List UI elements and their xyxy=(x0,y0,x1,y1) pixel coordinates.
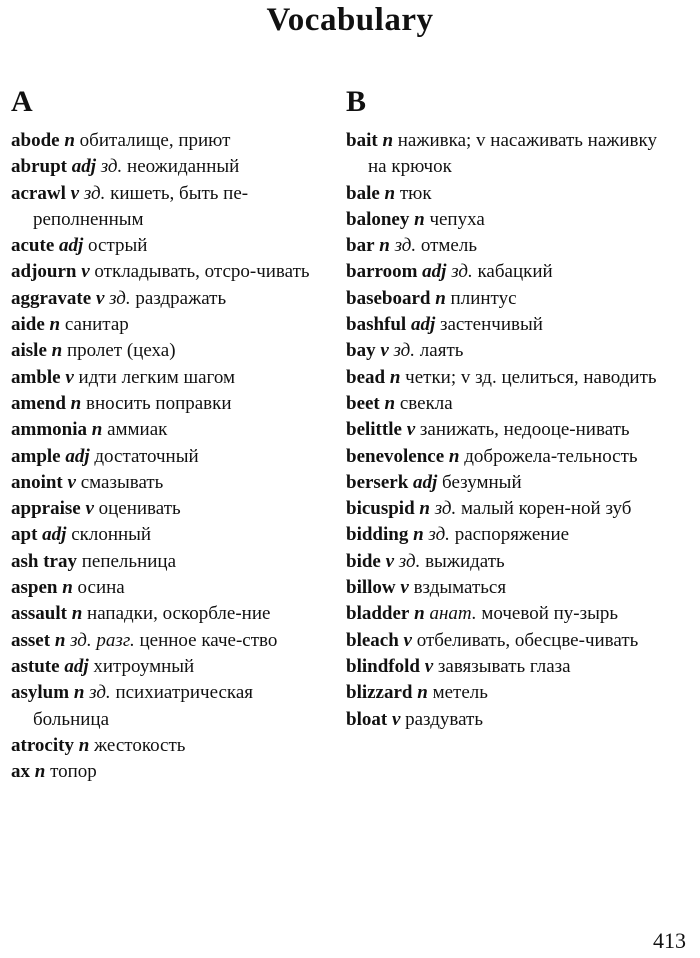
entry-definition: отбеливать, обесцве-чивать xyxy=(416,629,639,651)
entry-definition: ценное каче-ство xyxy=(139,629,278,651)
entry-definition: завязывать глаза xyxy=(437,655,571,677)
entry-usage-note: зд. xyxy=(434,498,457,520)
entry-word: aggravate xyxy=(11,287,92,309)
entry-word: bloat xyxy=(346,708,388,730)
entry-word: apt xyxy=(11,524,38,546)
vocabulary-entry xyxy=(11,128,331,154)
vocabulary-entry xyxy=(346,444,676,470)
entry-part-of-speech: n xyxy=(54,629,66,651)
vocabulary-entry xyxy=(346,628,676,654)
entry-usage-note: зд. xyxy=(89,682,111,704)
entry-word: bleach xyxy=(346,629,399,651)
entry-word: bladder xyxy=(346,603,410,625)
entry-word: adjourn xyxy=(11,261,77,283)
entry-part-of-speech: v xyxy=(81,261,90,283)
entry-part-of-speech: n xyxy=(417,682,428,704)
vocabulary-entry xyxy=(11,154,331,180)
entry-word: bide xyxy=(346,550,381,572)
vocabulary-entry xyxy=(346,601,676,627)
entry-word: berserk xyxy=(346,471,409,493)
vocabulary-entry xyxy=(11,312,331,338)
entry-part-of-speech: n xyxy=(379,235,390,257)
entry-part-of-speech: n xyxy=(62,577,73,599)
entry-definition: нападки, оскорбле-ние xyxy=(87,603,271,625)
vocabulary-entry xyxy=(346,575,676,601)
entry-word: ash tray xyxy=(11,550,77,572)
vocabulary-entry xyxy=(11,470,331,496)
entry-word: baseboard xyxy=(346,287,431,309)
entry-definition: психиатрическая больница xyxy=(33,682,254,730)
entry-definition: раздувать xyxy=(405,708,484,730)
letter-heading-a: A xyxy=(11,85,33,118)
entry-part-of-speech: n xyxy=(382,130,394,151)
vocabulary-entry xyxy=(346,365,676,391)
entry-part-of-speech: adj xyxy=(422,261,447,283)
entry-definition: наживка; v насаживать наживку на крючок xyxy=(368,130,657,178)
entry-definition: откладывать, отсро-чивать xyxy=(94,261,310,283)
entry-definition: мочевой пу-зырь xyxy=(481,603,619,625)
entry-definition: обиталище, приют xyxy=(79,130,231,151)
entry-definition: застенчивый xyxy=(439,314,543,336)
vocabulary-entry xyxy=(346,549,676,575)
entry-part-of-speech: v xyxy=(385,550,395,572)
entry-part-of-speech: n xyxy=(73,682,85,704)
page-number: 413 xyxy=(653,928,686,953)
vocabulary-entry xyxy=(11,259,331,285)
entry-word: ax xyxy=(11,761,30,783)
entry-part-of-speech: n xyxy=(413,524,424,546)
entry-definition: пролет (цеха) xyxy=(66,340,176,362)
entry-definition: выжидать xyxy=(425,550,505,572)
entry-definition: склонный xyxy=(71,524,152,546)
entry-word: bashful xyxy=(346,314,407,336)
vocabulary-entry xyxy=(346,391,676,417)
entry-definition: достаточный xyxy=(94,445,199,467)
entry-word: bait xyxy=(346,130,378,151)
entry-word: abrupt xyxy=(11,156,67,178)
vocabulary-entry xyxy=(346,417,676,443)
entry-part-of-speech: v xyxy=(67,471,76,493)
vocabulary-entry xyxy=(346,128,676,181)
entry-definition: идти легким шагом xyxy=(78,366,236,388)
entry-part-of-speech: v xyxy=(403,629,412,651)
entry-part-of-speech: n xyxy=(51,340,63,362)
entry-definition: острый xyxy=(88,235,148,257)
vocabulary-entry xyxy=(11,522,331,548)
entry-definition: свекла xyxy=(399,392,453,414)
entry-part-of-speech: v xyxy=(70,182,80,204)
vocabulary-entry xyxy=(346,207,676,233)
entry-part-of-speech: n xyxy=(384,182,396,204)
vocabulary-entry xyxy=(11,391,331,417)
entry-definition: жестокость xyxy=(94,734,186,756)
entry-word: acrawl xyxy=(11,182,66,204)
entry-word: blindfold xyxy=(346,655,420,677)
vocabulary-entry xyxy=(11,181,331,234)
vocabulary-entry xyxy=(11,759,331,785)
entry-definition: неожиданный xyxy=(127,156,240,178)
entry-word: assault xyxy=(11,603,67,625)
entry-part-of-speech: adj xyxy=(59,235,84,257)
entry-definition: кишеть, быть пе-реполненным xyxy=(33,182,249,230)
vocabulary-entry xyxy=(11,365,331,391)
entry-part-of-speech: v xyxy=(380,340,389,362)
entry-word: baloney xyxy=(346,208,410,230)
entry-definition: чепуха xyxy=(429,208,485,230)
vocabulary-column-b xyxy=(346,86,676,733)
entry-word: abode xyxy=(11,130,60,151)
entry-part-of-speech: n xyxy=(70,392,82,414)
entry-word: barroom xyxy=(346,261,418,283)
entry-word: anoint xyxy=(11,471,63,493)
vocabulary-entry xyxy=(346,181,676,207)
entry-definition: безумный xyxy=(442,471,522,493)
entry-word: amend xyxy=(11,392,66,414)
vocabulary-entry xyxy=(11,628,331,654)
entry-part-of-speech: n xyxy=(389,366,401,388)
vocabulary-entry xyxy=(346,286,676,312)
entry-usage-note: зд. xyxy=(394,235,417,257)
vocabulary-entry xyxy=(11,338,331,364)
vocabulary-entry xyxy=(346,680,676,706)
entry-part-of-speech: n xyxy=(64,130,75,151)
vocabulary-entry xyxy=(11,286,331,312)
page-title: Vocabulary xyxy=(266,2,434,38)
vocabulary-entry xyxy=(346,259,676,285)
vocabulary-entry xyxy=(11,575,331,601)
entry-part-of-speech: adj xyxy=(71,156,96,178)
vocabulary-entry xyxy=(11,601,331,627)
entry-usage-note: зд. xyxy=(451,261,473,283)
letter-heading-b: B xyxy=(346,85,367,118)
vocabulary-entry xyxy=(11,417,331,443)
entry-definition: метель xyxy=(432,682,488,704)
entry-part-of-speech: v xyxy=(85,498,94,520)
entry-definition: хитроумный xyxy=(93,655,195,677)
entry-definition: вздыматься xyxy=(413,577,507,599)
entry-usage-note: зд. xyxy=(100,156,123,178)
vocabulary-entry xyxy=(346,496,676,522)
vocabulary-entry xyxy=(346,654,676,680)
entry-definition: раздражать xyxy=(135,287,227,309)
entry-part-of-speech: v xyxy=(65,366,74,388)
vocabulary-entry xyxy=(11,444,331,470)
entry-usage-note: зд. xyxy=(109,287,131,309)
entry-word: aide xyxy=(11,314,45,336)
entry-word: benevolence xyxy=(346,445,445,467)
entry-word: asylum xyxy=(11,682,70,704)
entry-part-of-speech: v xyxy=(424,655,434,677)
entry-definition: кабацкий xyxy=(477,261,553,283)
vocabulary-entry xyxy=(346,233,676,259)
entry-definition: малый корен-ной зуб xyxy=(461,498,632,520)
entry-word: bidding xyxy=(346,524,409,546)
entry-part-of-speech: n xyxy=(435,287,446,309)
entry-word: ample xyxy=(11,445,61,467)
vocabulary-entry xyxy=(11,496,331,522)
vocabulary-entry xyxy=(346,470,676,496)
entry-list-a xyxy=(11,128,331,785)
entry-word: atrocity xyxy=(11,734,74,756)
entry-part-of-speech: adj xyxy=(413,471,438,493)
vocabulary-entry xyxy=(346,707,676,733)
entry-definition: четки; v зд. целиться, наводить xyxy=(405,366,657,388)
entry-definition: пепельница xyxy=(81,550,177,572)
entry-part-of-speech: n xyxy=(78,734,90,756)
entry-part-of-speech: n xyxy=(34,761,46,783)
entry-definition: тюк xyxy=(399,182,432,204)
vocabulary-entry xyxy=(346,312,676,338)
entry-usage-note: анат. xyxy=(429,603,477,625)
entry-part-of-speech: n xyxy=(414,603,425,625)
entry-part-of-speech: adj xyxy=(64,655,89,677)
entry-word: billow xyxy=(346,577,396,599)
entry-part-of-speech: n xyxy=(414,208,425,230)
entry-word: bar xyxy=(346,235,375,257)
entry-usage-note: зд. xyxy=(83,182,106,204)
entry-definition: санитар xyxy=(64,314,129,336)
entry-part-of-speech: n xyxy=(384,392,396,414)
vocabulary-column-a xyxy=(11,86,331,785)
vocabulary-entry xyxy=(11,549,331,575)
entry-part-of-speech: v xyxy=(95,287,105,309)
entry-definition: смазывать xyxy=(80,471,164,493)
entry-part-of-speech: adj xyxy=(410,314,436,336)
vocabulary-entry xyxy=(346,338,676,364)
vocabulary-entry xyxy=(11,680,331,733)
entry-part-of-speech: adj xyxy=(42,524,67,546)
entry-part-of-speech: v xyxy=(406,419,416,441)
entry-word: bale xyxy=(346,182,380,204)
entry-part-of-speech: n xyxy=(91,419,103,441)
entry-word: appraise xyxy=(11,498,81,520)
vocabulary-entry xyxy=(11,733,331,759)
entry-definition: осина xyxy=(77,577,125,599)
entry-word: acute xyxy=(11,235,55,257)
entry-word: astute xyxy=(11,655,60,677)
entry-definition: занижать, недооце-нивать xyxy=(419,419,630,441)
entry-word: beet xyxy=(346,392,380,414)
entry-definition: оценивать xyxy=(98,498,181,520)
entry-definition: доброжела-тельность xyxy=(464,445,638,467)
entry-definition: отмель xyxy=(420,235,478,257)
entry-definition: топор xyxy=(50,761,97,783)
vocabulary-entry xyxy=(11,233,331,259)
vocabulary-entry xyxy=(11,654,331,680)
entry-word: ammonia xyxy=(11,419,87,441)
entry-part-of-speech: n xyxy=(419,498,430,520)
entry-word: bicuspid xyxy=(346,498,415,520)
entry-definition: плинтус xyxy=(450,287,517,309)
entry-word: amble xyxy=(11,366,61,388)
entry-part-of-speech: n xyxy=(448,445,460,467)
entry-definition: распоряжение xyxy=(454,524,570,546)
entry-list-b xyxy=(346,128,676,733)
entry-word: bay xyxy=(346,340,376,362)
entry-word: aisle xyxy=(11,340,47,362)
entry-usage-note: зд. разг. xyxy=(70,629,135,651)
entry-part-of-speech: v xyxy=(400,577,409,599)
entry-part-of-speech: n xyxy=(49,314,61,336)
entry-definition: лаять xyxy=(419,340,464,362)
entry-usage-note: зд. xyxy=(398,550,421,572)
vocabulary-entry xyxy=(346,522,676,548)
entry-usage-note: зд. xyxy=(428,524,450,546)
entry-definition: вносить поправки xyxy=(85,392,232,414)
entry-word: asset xyxy=(11,629,51,651)
entry-word: blizzard xyxy=(346,682,413,704)
entry-word: aspen xyxy=(11,577,58,599)
entry-part-of-speech: adj xyxy=(65,445,90,467)
entry-usage-note: зд. xyxy=(393,340,416,362)
entry-part-of-speech: n xyxy=(71,603,83,625)
entry-definition: аммиак xyxy=(107,419,168,441)
entry-word: belittle xyxy=(346,419,402,441)
entry-part-of-speech: v xyxy=(391,708,401,730)
entry-word: bead xyxy=(346,366,386,388)
